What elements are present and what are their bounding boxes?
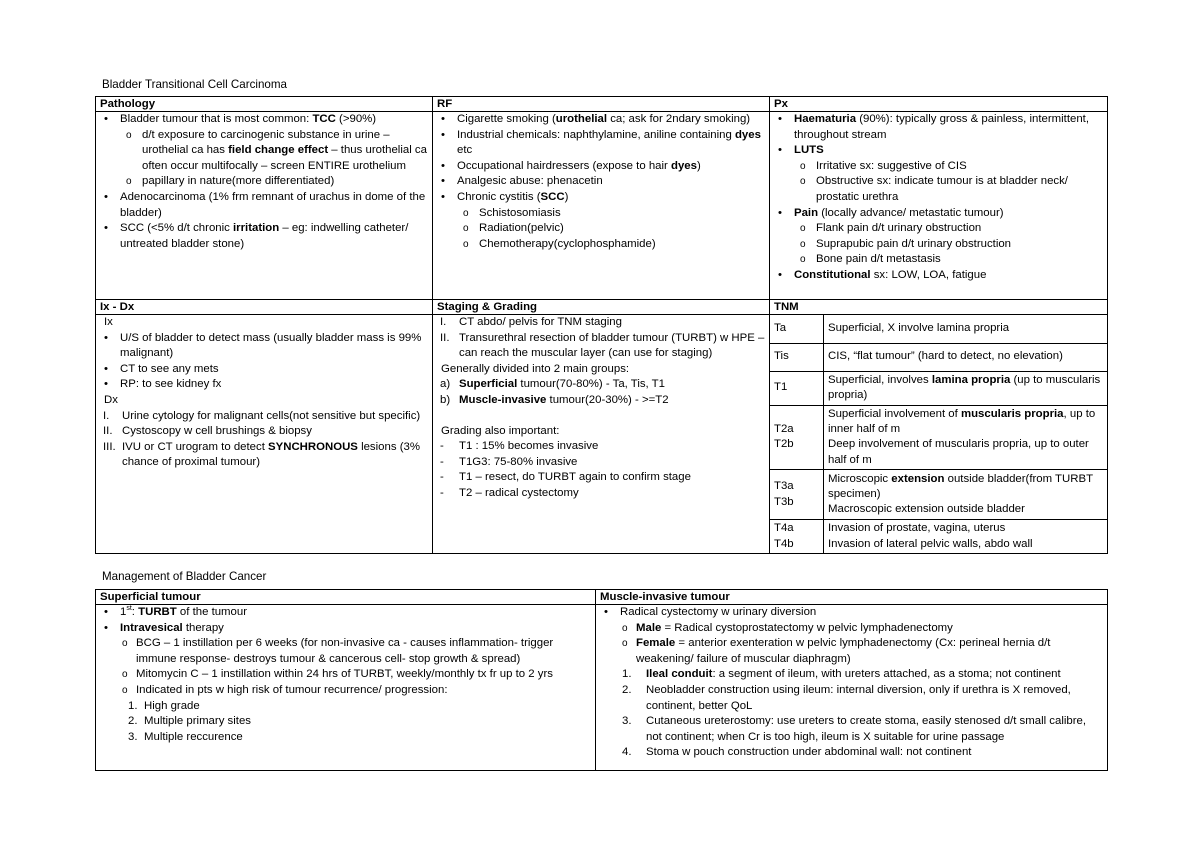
staging-paragraph: Generally divided into 2 main groups:	[441, 362, 630, 375]
list-item: - T1 – resect, do TURBT again to confirm stage	[437, 470, 765, 486]
header-superficial: Superficial tumour	[96, 590, 596, 605]
list-item: o Suprapubic pain d/t urinary obstruction	[774, 237, 1103, 253]
tnm-stage: T4a T4b	[770, 520, 824, 553]
list-item: 1. Ileal conduit: a segment of ileum, with ureters attached, as a stoma; not continent	[622, 668, 1061, 681]
tnm-desc: CIS, “flat tumour” (hard to detect, no elevation)	[824, 343, 1108, 371]
list-item: • Intravesical therapy	[100, 621, 591, 637]
list-item: 1. High grade	[128, 699, 200, 712]
list-item: a) Superficial tumour(70-80%) - Ta, Tis, T1	[440, 378, 665, 391]
list-item: II. Cystoscopy w cell brushings & biopsy	[103, 425, 312, 438]
superficial-cell	[96, 605, 596, 771]
muscle-invasive-cell	[596, 605, 1108, 771]
tnm-desc: Superficial involvement of muscularis propria, up to inner half of m Deep involvement of muscularis propria, up to outer half of m	[824, 405, 1108, 470]
list-item: I. Urine cytology for malignant cells(not sensitive but specific)	[103, 409, 421, 422]
list-item: o Bone pain d/t metastasis	[774, 252, 1103, 268]
list-item: o Indicated in pts w high risk of tumour recurrence/ progression:	[100, 683, 591, 699]
rf-cell	[433, 112, 770, 300]
tnm-stage: T2a T2b	[770, 405, 824, 470]
list-item: o BCG – 1 instillation per 6 weeks (for non-invasive ca - causes inflammation- trigger immune response- destroys tumour & cancerous cell- stop growth & spread)	[100, 636, 591, 667]
header-rf: RF	[433, 97, 770, 112]
list-item: • Bladder tumour that is most common: TCC (>90%)	[100, 112, 428, 128]
tnm-stage: Tis	[770, 343, 824, 371]
grading-paragraph: Grading also important:	[441, 424, 560, 437]
list-item: 4. Stoma w pouch construction under abdominal wall: not continent	[622, 746, 972, 759]
list-item: • U/S of bladder to detect mass (usually bladder mass is 99% malignant)	[100, 331, 428, 362]
list-item: • Haematuria (90%): typically gross & painless, intermittent, throughout stream	[774, 112, 1103, 143]
list-item: o Flank pain d/t urinary obstruction	[774, 221, 1103, 237]
list-item: • CT to see any mets	[100, 362, 428, 378]
header-staging: Staging & Grading	[433, 300, 770, 315]
list-item: • LUTS	[774, 143, 1103, 159]
list-item: o Irritative sx: suggestive of CIS	[774, 159, 1103, 175]
header-ix-dx: Ix - Dx	[96, 300, 433, 315]
tnm-stage: Ta	[770, 315, 824, 343]
tnm-table	[770, 315, 1107, 553]
ix-heading: Ix	[104, 316, 113, 328]
list-item: • Occupational hairdressers (expose to hair dyes)	[437, 159, 765, 175]
ix-dx-cell	[96, 315, 433, 554]
tnm-desc: Superficial, X involve lamina propria	[828, 322, 1010, 335]
list-item: 3. Cutaneous ureterostomy: use ureters to create stoma, easily stenosed d/t small calibre, not continent; when Cr is too high, ileum is X suitable for urine passage	[622, 715, 1087, 743]
list-item: • Industrial chemicals: naphthylamine, aniline containing dyes etc	[437, 128, 765, 159]
list-item: o Chemotherapy(cyclophosphamide)	[437, 237, 765, 253]
px-cell	[770, 112, 1108, 300]
list-item: o Male = Radical cystoprostatectomy w pelvic lymphadenectomy	[600, 621, 1103, 637]
list-item: b) Muscle-invasive tumour(20-30%) - >=T2	[440, 393, 669, 406]
tnm-desc: Microscopic extension outside bladder(from TURBT specimen) Macroscopic extension outside bladder	[824, 470, 1108, 520]
tnm-desc: Invasion of prostate, vagina, uterus Invasion of lateral pelvic walls, abdo wall	[824, 520, 1108, 553]
list-item: • SCC (<5% d/t chronic irritation – eg: indwelling catheter/ untreated bladder stone)	[100, 221, 428, 252]
list-item: • Analgesic abuse: phenacetin	[437, 174, 765, 190]
list-item: o papillary in nature(more differentiated)	[100, 174, 428, 190]
list-item: - T1 : 15% becomes invasive	[437, 439, 765, 455]
list-item: II. Transurethral resection of bladder tumour (TURBT) w HPE – can reach the muscular layer (can use for staging)	[440, 331, 765, 360]
list-item: • RP: to see kidney fx	[100, 377, 428, 393]
list-item: - T2 – radical cystectomy	[437, 486, 765, 502]
dx-heading: Dx	[104, 393, 118, 406]
list-item: • Cigarette smoking (urothelial ca; ask for 2ndary smoking)	[437, 112, 765, 128]
list-item: o d/t exposure to carcinogenic substance in urine – urothelial ca has field change effect – thus urothelial ca often occur multifocally – screen ENTIRE urothelium	[100, 128, 428, 175]
list-item: • Adenocarcinoma (1% frm remnant of urachus in dome of the bladder)	[100, 190, 428, 221]
list-item: I. CT abdo/ pelvis for TNM staging	[440, 316, 622, 328]
management-table	[95, 589, 1108, 771]
list-item: 2. Multiple primary sites	[128, 715, 251, 728]
list-item: o Female = anterior exenteration w pelvic lymphadenectomy (Cx: perineal hernia d/t weakening/ failure of muscular diaphragm)	[600, 636, 1103, 667]
staging-cell	[433, 315, 770, 554]
header-px: Px	[770, 97, 1108, 112]
header-tnm: TNM	[770, 300, 1108, 315]
bladder-tcc-table	[95, 96, 1108, 554]
document-title: Bladder Transitional Cell Carcinoma	[102, 78, 287, 91]
header-muscle-invasive: Muscle-invasive tumour	[596, 590, 1108, 605]
list-item: 2. Neobladder construction using ileum: internal diversion, only if urethra is X removed, continent, better QoL	[622, 683, 1071, 712]
list-item: • Radical cystectomy w urinary diversion	[600, 605, 1103, 621]
list-item: 3. Multiple reccurence	[128, 730, 243, 743]
list-item: o Radiation(pelvic)	[437, 221, 765, 237]
management-title: Management of Bladder Cancer	[102, 570, 267, 583]
pathology-cell	[96, 112, 433, 300]
tnm-desc: Superficial, involves lamina propria (up to muscularis propria)	[824, 371, 1108, 405]
list-item: o Mitomycin C – 1 instillation within 24 hrs of TURBT, weekly/monthly tx fr up to 2 yrs	[100, 667, 591, 683]
list-item: o Obstructive sx: indicate tumour is at bladder neck/ prostatic urethra	[774, 174, 1103, 205]
list-item: • Pain (locally advance/ metastatic tumour)	[774, 206, 1103, 222]
list-item: • Constitutional sx: LOW, LOA, fatigue	[774, 268, 1103, 284]
list-item: III. IVU or CT urogram to detect SYNCHRONOUS lesions (3% chance of proximal tumour)	[103, 440, 420, 469]
list-item: o Schistosomiasis	[437, 206, 765, 222]
header-pathology: Pathology	[96, 97, 433, 112]
list-item: - T1G3: 75-80% invasive	[437, 455, 765, 471]
list-item: • Chronic cystitis (SCC)	[437, 190, 765, 206]
tnm-cell	[770, 315, 1108, 554]
spacer	[437, 409, 765, 424]
tnm-stage: T3a T3b	[770, 470, 824, 520]
tnm-stage: T1	[770, 371, 824, 405]
list-item: • 1st: TURBT of the tumour	[100, 605, 591, 621]
